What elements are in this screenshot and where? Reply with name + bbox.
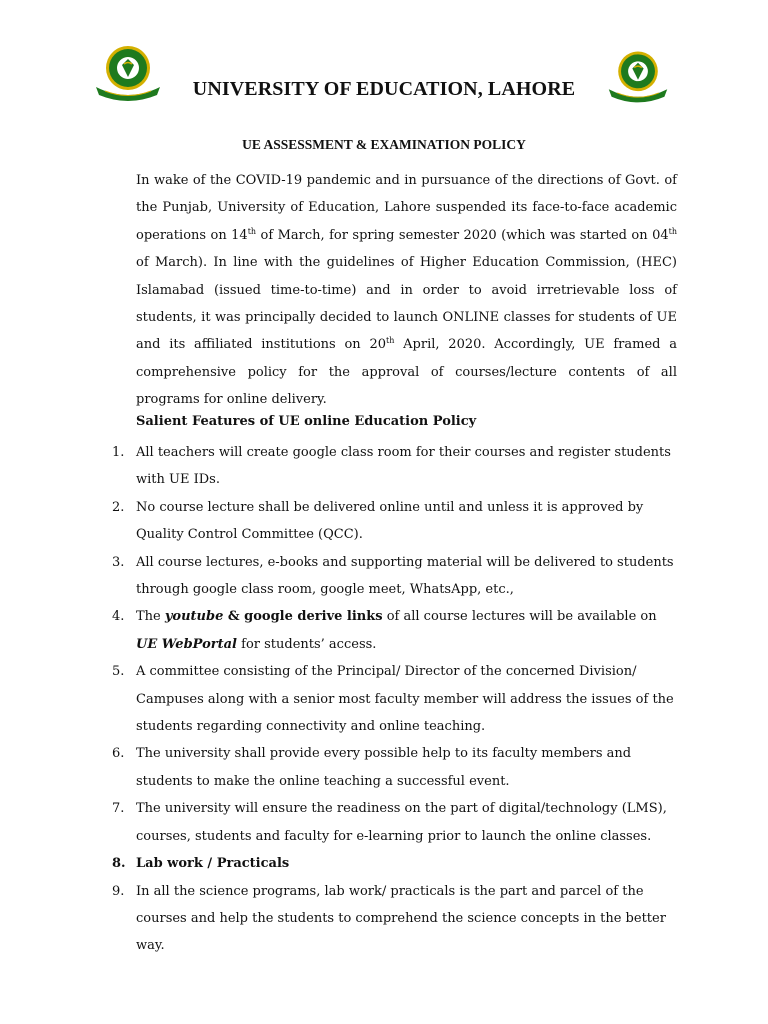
list-item: 5. A committee consisting of the Principal/ Director of the concerned Division/ Campuses along with a senior most faculty member will address the issues of the students regarding connectivity and online teaching.: [112, 664, 674, 735]
intro-paragraph: In wake of the COVID-19 pandemic and in pursuance of the directions of Govt. of the Punjab, University of Education, Lahore suspended its face-to-face academic operations on 14th of March, for spring semester 2020 (which was started on 04th of March). In line with the guidelines of Higher Education Commission, (HEC) Islamabad (issued time-to-time) and in order to avoid irretrievable loss of students, it was principally decided to launch ONLINE classes for students of UE and its affiliated institutions on 20th April, 2020. Accordingly, UE framed a comprehensive policy for the approval of courses/lecture contents of all programs for online delivery.: [136, 173, 677, 408]
list-item: 9. In all the science programs, lab work/ practicals is the part and parcel of the courses and help the students to comprehend the science concepts in the better way.: [112, 883, 666, 954]
page-title: UNIVERSITY OF EDUCATION, LAHORE: [192, 78, 576, 100]
list-item: 1. All teachers will create google class room for their courses and register students with UE IDs.: [112, 445, 671, 488]
list-item: 4. The youtube & google derive links of all course lectures will be available on UE WebPortal for students’ access.: [112, 609, 657, 652]
salient-features-heading: Salient Features of UE online Education Policy: [136, 414, 477, 429]
list-item: 7. The university will ensure the readiness on the part of digital/technology (LMS), courses, students and faculty for e-learning prior to launch the online classes.: [112, 801, 667, 844]
list-item: 3. All course lectures, e-books and supporting material will be delivered to students through google class room, google meet, WhatsApp, etc.,: [112, 554, 674, 598]
list-item: 2. No course lecture shall be delivered online until and unless it is approved by Quality Control Committee (QCC).: [112, 499, 644, 543]
policy-list: [112, 439, 678, 960]
policy-subtitle: UE ASSESSMENT & EXAMINATION POLICY: [242, 137, 526, 152]
list-item: 8. Lab work / Practicals: [112, 856, 290, 872]
list-item: 6. The university shall provide every possible help to its faculty members and students to make the online teaching a successful event.: [112, 746, 632, 789]
